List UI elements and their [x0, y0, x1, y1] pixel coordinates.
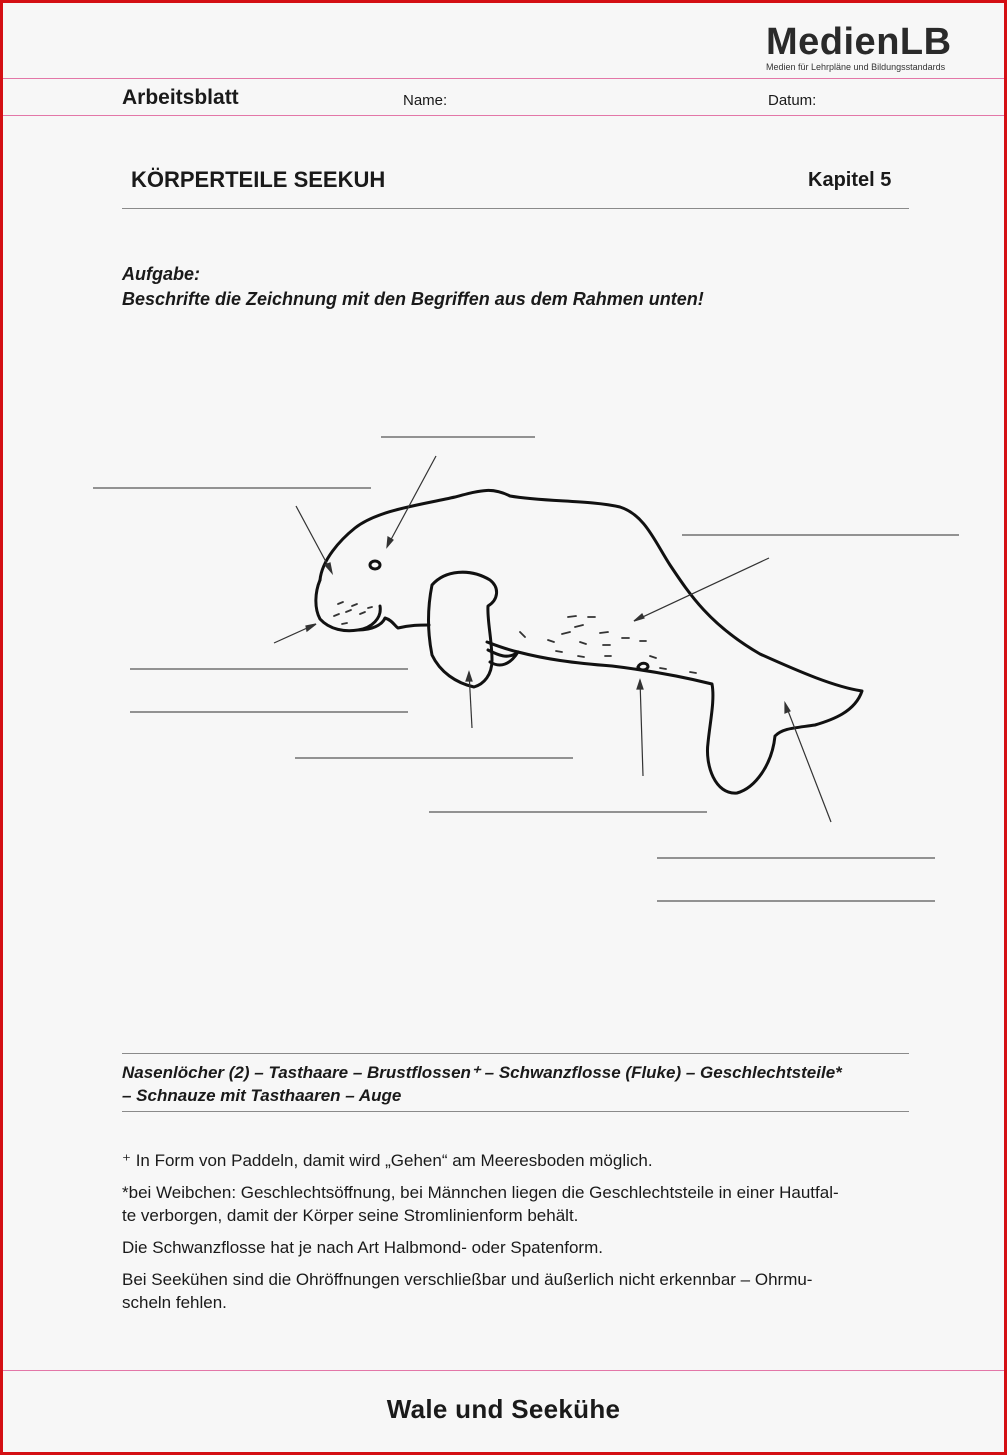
chapter-label: Kapitel 5 — [808, 169, 892, 191]
terms-box — [122, 1061, 912, 1107]
arrow-head — [306, 624, 316, 631]
terms-line-2: – Schnauze mit Tasthaaren – Auge — [122, 1086, 402, 1105]
note-genitals: *bei Weibchen: Geschlechtsöffnung, bei Männchen liegen die Geschlechtsteile in einer Hautfal- te verborgen, damit der Körper seine Stromlinienform behält. — [122, 1183, 839, 1225]
arrow-head — [466, 672, 472, 681]
arrow-head — [325, 563, 332, 573]
footer-title: Wale und Seekühe — [386, 1394, 621, 1424]
whiskers — [334, 602, 372, 624]
arrow-head — [634, 614, 644, 621]
manatee-front-flipper — [429, 572, 497, 687]
task-heading: Aufgabe: — [122, 264, 200, 284]
arrow-head — [637, 680, 643, 689]
notes-section — [122, 1149, 912, 1323]
arrow-head — [785, 703, 790, 713]
terms-line-1: Nasenlöcher (2) – Tasthaare – Brustflossen⁺ – Schwanzflosse (Fluke) – Geschlechtsteile* — [122, 1063, 842, 1082]
date-label: Datum: — [768, 92, 817, 109]
footer-separator — [3, 1370, 1004, 1371]
terms-top-rule — [122, 1053, 909, 1054]
arrow-line — [296, 506, 332, 573]
arrow-line — [634, 558, 769, 621]
manatee-genital — [638, 663, 648, 670]
logo-title: MedienLB — [766, 21, 952, 63]
terms-bottom-rule — [122, 1111, 909, 1112]
worksheet-label: Arbeitsblatt — [122, 86, 239, 109]
manatee-eye — [370, 561, 380, 569]
name-label: Name: — [403, 92, 448, 109]
arrow-line — [640, 680, 643, 776]
note-paddles: ⁺ In Form von Paddeln, damit wird „Gehen“ am Meeresboden möglich. — [122, 1151, 653, 1170]
logo-subtitle: Medien für Lehrpläne und Bildungsstandards — [766, 62, 946, 72]
note-fluke: Die Schwanzflosse hat je nach Art Halbmond- oder Spatenform. — [122, 1238, 603, 1257]
task-instruction: Beschrifte die Zeichnung mit den Begriffen aus dem Rahmen unten! — [122, 289, 704, 309]
page-title: KÖRPERTEILE SEEKUH — [131, 167, 386, 192]
manatee-body-outline — [320, 490, 862, 793]
note-ears: Bei Seekühen sind die Ohröffnungen verschließbar und äußerlich nicht erkennbar – Ohrmu- scheln fehlen. — [122, 1270, 813, 1312]
